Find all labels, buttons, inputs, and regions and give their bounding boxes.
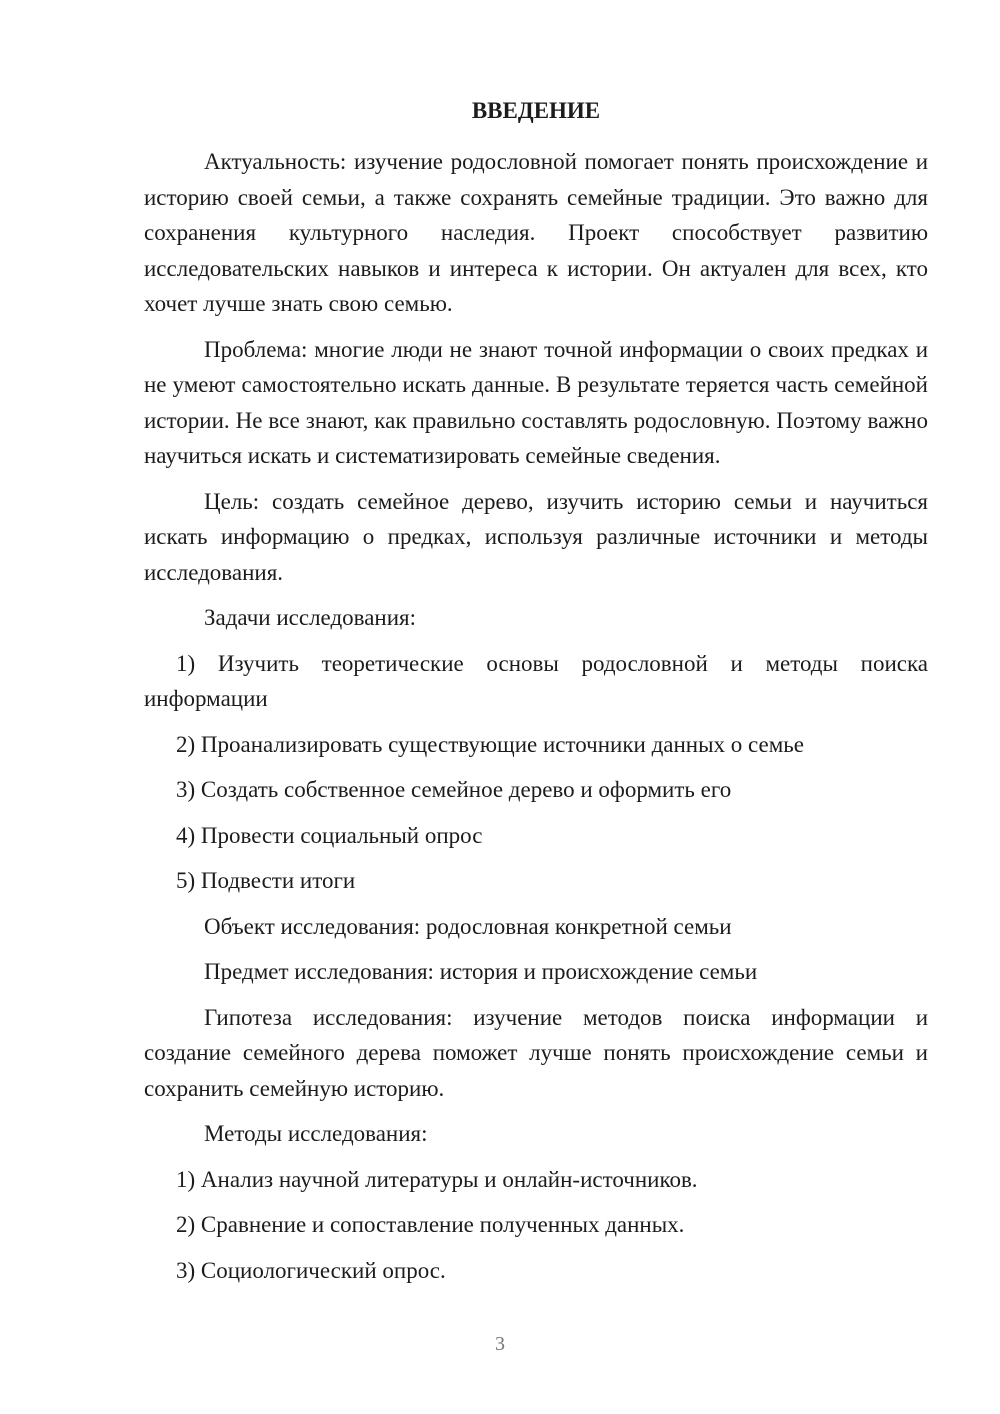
- task-item-4: 4) Провести социальный опрос: [176, 822, 483, 848]
- page-title: ВВЕДЕНИЕ: [471, 98, 601, 123]
- method-item-2: 2) Сравнение и сопоставление полученных данных.: [176, 1212, 685, 1237]
- method-item-1: 1) Анализ научной литературы и онлайн-источников.: [176, 1166, 698, 1192]
- tasks-heading: Задачи исследования:: [204, 605, 417, 630]
- task-item-1: 1) Изучить теоретические основы родословной и методы поиска информации: [144, 650, 928, 711]
- relevance-paragraph: Актуальность: изучение родословной помогает понять происхождение и историю своей семьи, а также сохранять семейные традиции. Это важно для сохранения культурного наследия. Проект способствует развитию исследовательских навыков и интереса к истории. Он актуален для всех, кто хочет лучше знать свою семью.: [144, 149, 928, 316]
- methods-heading: Методы исследования:: [204, 1121, 428, 1146]
- task-item-3: 3) Создать собственное семейное дерево и оформить его: [176, 777, 732, 802]
- method-item-3: 3) Социологический опрос.: [176, 1257, 446, 1283]
- document-body: [144, 93, 928, 1288]
- task-item-2: 2) Проанализировать существующие источники данных о семье: [176, 731, 804, 757]
- subject-paragraph: Предмет исследования: история и происхождение семьи: [204, 959, 758, 984]
- problem-paragraph: Проблема: многие люди не знают точной информации о своих предках и не умеют самостоятельно искать данные. В результате теряется часть семейной истории. Не все знают, как правильно составлять родословную. Поэтому важно научиться искать и систематизировать семейные сведения.: [144, 336, 928, 468]
- object-paragraph: Объект исследования: родословная конкретной семьи: [204, 913, 732, 939]
- page-number: 3: [495, 1333, 505, 1355]
- hypothesis-paragraph: Гипотеза исследования: изучение методов поиска информации и создание семейного дерева поможет лучше понять происхождение семьи и сохранить семейную историю.: [144, 1004, 928, 1101]
- task-item-5: 5) Подвести итоги: [176, 868, 356, 893]
- goal-paragraph: Цель: создать семейное дерево, изучить историю семьи и научиться искать информацию о предках, используя различные источники и методы исследования.: [144, 488, 928, 585]
